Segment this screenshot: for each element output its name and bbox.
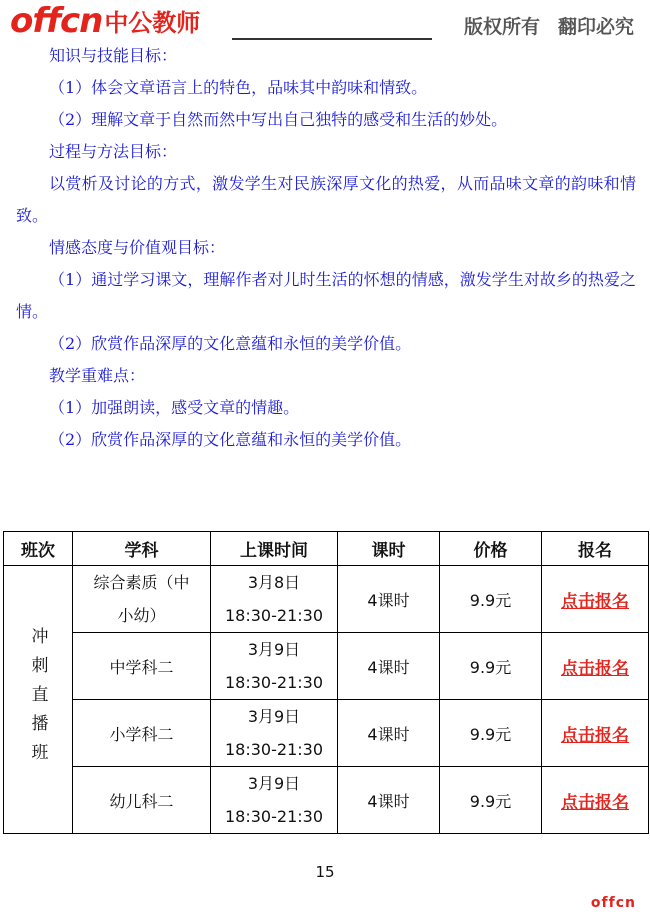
subject: 小学科二 bbox=[73, 700, 211, 767]
table-row bbox=[4, 700, 649, 767]
subject-line-1: 综合素质（中 bbox=[93, 573, 190, 592]
table-header-row bbox=[4, 532, 649, 566]
logo-latin-text: offcn bbox=[10, 1, 103, 41]
time-cell bbox=[211, 767, 338, 834]
hours: 4课时 bbox=[338, 700, 440, 767]
header-class: 班次 bbox=[4, 532, 73, 566]
time: 18:30-21:30 bbox=[225, 673, 323, 692]
paragraph: 过程与方法目标： bbox=[49, 142, 178, 161]
paragraph: 以赏析及讨论的方式，激发学生对民族深厚文化的热爱，从而品味文章的韵味和情致。 bbox=[16, 174, 636, 225]
subject-line-2: 小幼） bbox=[117, 606, 166, 625]
footer-brand: offcn bbox=[590, 895, 636, 911]
time: 18:30-21:30 bbox=[225, 807, 323, 826]
copyright-notice bbox=[464, 12, 634, 39]
copyright-text-1: 版权所有 bbox=[463, 16, 540, 38]
objectives-text bbox=[0, 40, 650, 456]
time: 18:30-21:30 bbox=[225, 606, 323, 625]
page-number: 15 bbox=[315, 863, 335, 881]
signup-cell bbox=[542, 633, 649, 700]
price: 9.9元 bbox=[440, 633, 542, 700]
signup-cell bbox=[542, 767, 649, 834]
paragraph: （2）理解文章于自然而然中写出自己独特的感受和生活的妙处。 bbox=[49, 110, 508, 129]
class-type-cell bbox=[4, 566, 73, 834]
table-row bbox=[4, 633, 649, 700]
hours: 4课时 bbox=[338, 566, 440, 633]
paragraph: 知识与技能目标： bbox=[49, 46, 178, 65]
header-signup: 报名 bbox=[542, 532, 649, 566]
header-price: 价格 bbox=[440, 532, 542, 566]
class-type: 冲刺直播班 bbox=[27, 627, 48, 772]
course-schedule-table bbox=[3, 531, 649, 834]
subject-cell bbox=[73, 566, 211, 633]
price: 9.9元 bbox=[440, 566, 542, 633]
time-cell bbox=[211, 566, 338, 633]
logo-cn-text: 中公教师 bbox=[104, 9, 201, 37]
paragraph: （2）欣赏作品深厚的文化意蕴和永恒的美学价值。 bbox=[49, 430, 412, 449]
hours: 4课时 bbox=[338, 633, 440, 700]
signup-link[interactable]: 点击报名 bbox=[561, 725, 629, 746]
table-row bbox=[4, 767, 649, 834]
header-time: 上课时间 bbox=[211, 532, 338, 566]
paragraph: （2）欣赏作品深厚的文化意蕴和永恒的美学价值。 bbox=[49, 334, 412, 353]
price: 9.9元 bbox=[440, 700, 542, 767]
date: 3月9日 bbox=[247, 640, 301, 659]
paragraph: （1）加强朗读，感受文章的情趣。 bbox=[49, 398, 300, 417]
signup-link[interactable]: 点击报名 bbox=[561, 658, 629, 679]
table-row bbox=[4, 566, 649, 633]
copyright-text-2: 翻印必究 bbox=[557, 16, 634, 38]
date: 3月9日 bbox=[247, 707, 301, 726]
time-cell bbox=[211, 700, 338, 767]
signup-link[interactable]: 点击报名 bbox=[561, 792, 629, 813]
signup-cell bbox=[542, 566, 649, 633]
subject: 中学科二 bbox=[73, 633, 211, 700]
paragraph: （1）体会文章语言上的特色，品味其中韵味和情致。 bbox=[49, 78, 428, 97]
header-subject: 学科 bbox=[73, 532, 211, 566]
date: 3月8日 bbox=[247, 573, 301, 592]
signup-link[interactable]: 点击报名 bbox=[561, 591, 629, 612]
paragraph: （1）通过学习课文，理解作者对儿时生活的怀想的情感，激发学生对故乡的热爱之情。 bbox=[16, 270, 636, 321]
price: 9.9元 bbox=[440, 767, 542, 834]
header-hours: 课时 bbox=[338, 532, 440, 566]
subject: 幼儿科二 bbox=[73, 767, 211, 834]
time: 18:30-21:30 bbox=[225, 740, 323, 759]
offcn-logo bbox=[10, 1, 201, 41]
paragraph: 情感态度与价值观目标： bbox=[49, 238, 226, 257]
hours: 4课时 bbox=[338, 767, 440, 834]
signup-cell bbox=[542, 700, 649, 767]
time-cell bbox=[211, 633, 338, 700]
paragraph: 教学重难点： bbox=[49, 366, 146, 385]
date: 3月9日 bbox=[247, 774, 301, 793]
